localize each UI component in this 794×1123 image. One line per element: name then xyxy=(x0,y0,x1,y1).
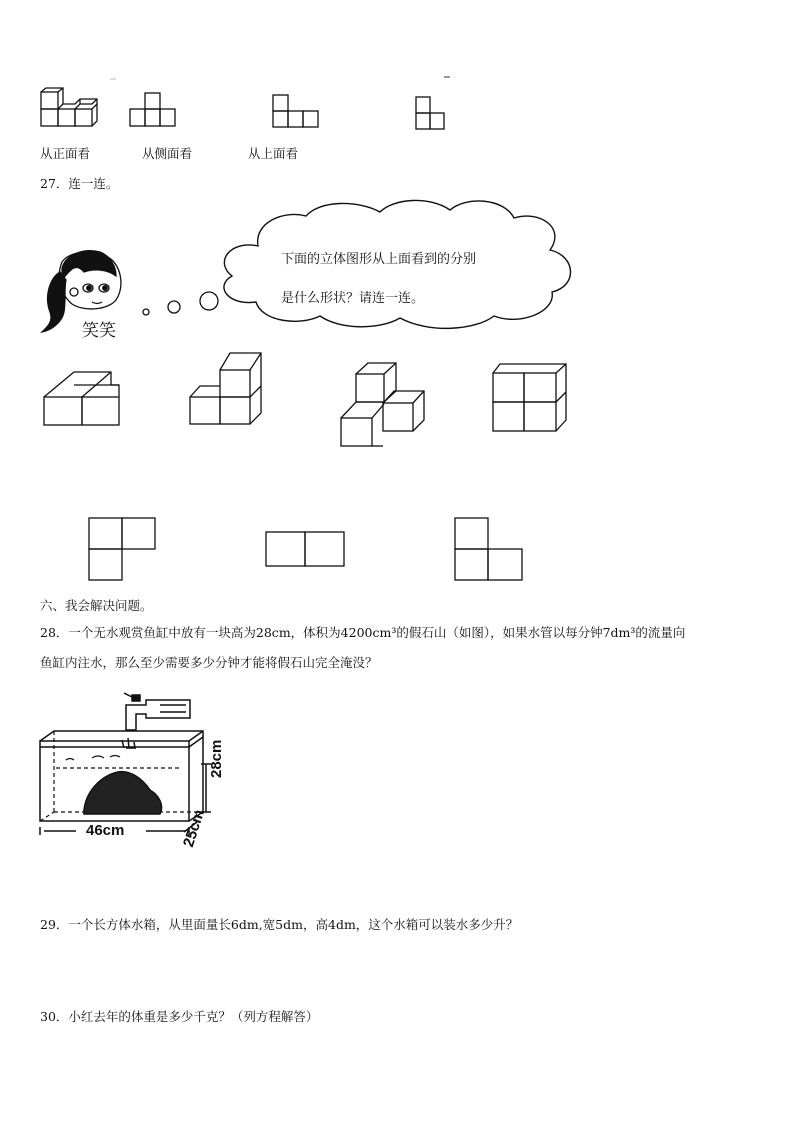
q29-text: 29．一个长方体水箱，从里面量长6dm,宽5dm，高4dm，这个水箱可以装水多少升？ xyxy=(40,917,519,932)
side-view-label: 从侧面看 xyxy=(142,146,193,161)
bubble-text-line-2: 是什么形状？请连一连。 xyxy=(281,291,425,306)
tank-width-label: 25cm xyxy=(180,807,209,850)
q27-title: 27．连一连。 xyxy=(40,176,119,191)
top-view-label: 从上面看 xyxy=(248,146,299,161)
q28-text-line-1: 28．一个无水观赏鱼缸中放有一块高为28cm，体积为4200cm³的假石山（如图），如果水管以每分钟7dm³的流量向 xyxy=(40,625,686,640)
tank-length-label: 46cm xyxy=(86,822,125,839)
q30-text: 30．小红去年的体重是多少千克？（列方程解答） xyxy=(40,1009,319,1024)
tank-height-label: 28cm xyxy=(208,739,225,778)
front-view-label: 从正面看 xyxy=(40,146,91,161)
q28-text-line-2: 鱼缸内注水，那么至少需要多少分钟才能将假石山完全淹没？ xyxy=(40,655,378,670)
section-6-title: 六、我会解决问题。 xyxy=(40,598,153,613)
girl-name-label: 笑笑 xyxy=(82,321,116,341)
bubble-text-line-1: 下面的立体图形从上面看到的分别 xyxy=(281,252,477,267)
